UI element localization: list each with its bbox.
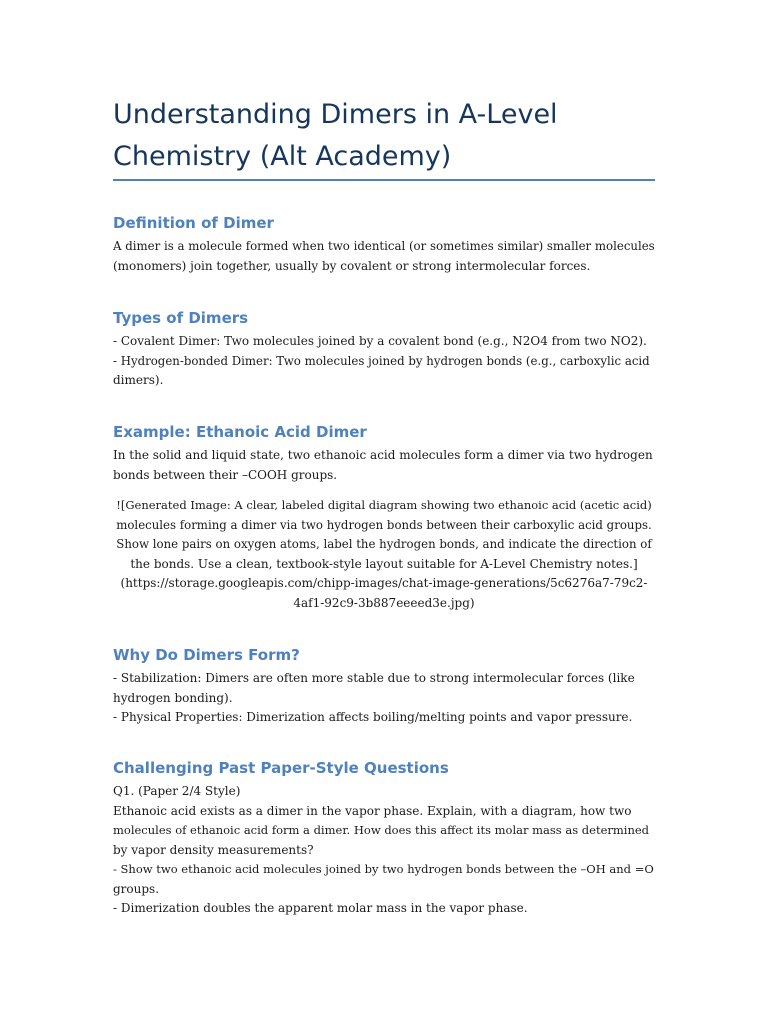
section-body: [113, 237, 655, 276]
section-why: [113, 644, 655, 728]
body-line: - Show two ethanoic acid molecules joined by two hydrogen bonds between the –OH and =O: [113, 862, 654, 876]
body-line: - Physical Properties: Dimerization affects boiling/melting points and vapor pressure.: [113, 710, 633, 724]
body-line: bonds between their –COOH groups.: [113, 467, 338, 482]
placeholder-line: Show lone pairs on oxygen atoms, label the hydrogen bonds, and indicate the direction of: [116, 537, 652, 551]
body-line: molecules of ethanoic acid form a dimer. How does this affect its molar mass as determined: [113, 823, 650, 837]
section-types: [113, 307, 655, 391]
placeholder-line: molecules forming a dimer via two hydrogen bonds between their carboxylic acid groups.: [116, 517, 652, 532]
section-body: [113, 446, 655, 485]
body-line: hydrogen bonding).: [113, 690, 233, 705]
section-body: [113, 669, 655, 728]
title-underline: [113, 179, 655, 181]
body-line: (monomers) join together, usually by covalent or strong intermolecular forces.: [113, 258, 591, 273]
section-definition: [113, 212, 655, 276]
document-title: [113, 94, 655, 178]
body-line: - Stabilization: Dimers are often more stable due to strong intermolecular forces (like: [113, 671, 635, 685]
section-example: [113, 421, 655, 485]
placeholder-line: the bonds. Use a clean, textbook-style layout suitable for A-Level Chemistry notes.]: [130, 556, 638, 571]
section-body: [113, 332, 655, 391]
image-placeholder: [113, 496, 655, 613]
body-line: - Dimerization doubles the apparent molar mass in the vapor phase.: [113, 901, 528, 915]
body-line: - Covalent Dimer: Two molecules joined by a covalent bond (e.g., N2O4 from two NO2).: [113, 334, 647, 348]
title-line: Understanding Dimers in A-Level: [113, 99, 558, 130]
body-line: groups.: [113, 881, 160, 896]
section-heading: Challenging Past Paper-Style Questions: [113, 759, 449, 777]
body-line: A dimer is a molecule formed when two identical (or sometimes similar) smaller molecules: [113, 239, 655, 253]
section-heading: Example: Ethanoic Acid Dimer: [113, 423, 367, 441]
body-line: by vapor density measurements?: [113, 842, 314, 857]
section-questions: [113, 757, 655, 919]
body-line: dimers).: [113, 373, 164, 387]
placeholder-line: 4af1-92c9-3b887eeeed3e.jpg): [293, 595, 475, 610]
section-body: [113, 782, 655, 919]
title-line: Chemistry (Alt Academy): [113, 141, 452, 172]
placeholder-line: ![Generated Image: A clear, labeled digital diagram showing two ethanoic acid (acetic acid): [116, 498, 652, 512]
body-line: Ethanoic acid exists as a dimer in the vapor phase. Explain, with a diagram, how two: [113, 803, 632, 818]
body-line: In the solid and liquid state, two ethanoic acid molecules form a dimer via two hydrogen: [113, 448, 653, 462]
image-placeholder-text: [113, 496, 655, 613]
section-heading: Why Do Dimers Form?: [113, 646, 300, 664]
placeholder-line: (https://storage.googleapis.com/chipp-images/chat-image-generations/5c6276a7-79c2-: [120, 576, 648, 590]
body-line: - Hydrogen-bonded Dimer: Two molecules joined by hydrogen bonds (e.g., carboxylic acid: [113, 353, 650, 368]
body-line: Q1. (Paper 2/4 Style): [113, 784, 241, 798]
section-heading: Definition of Dimer: [113, 214, 274, 232]
section-heading: Types of Dimers: [113, 309, 249, 327]
